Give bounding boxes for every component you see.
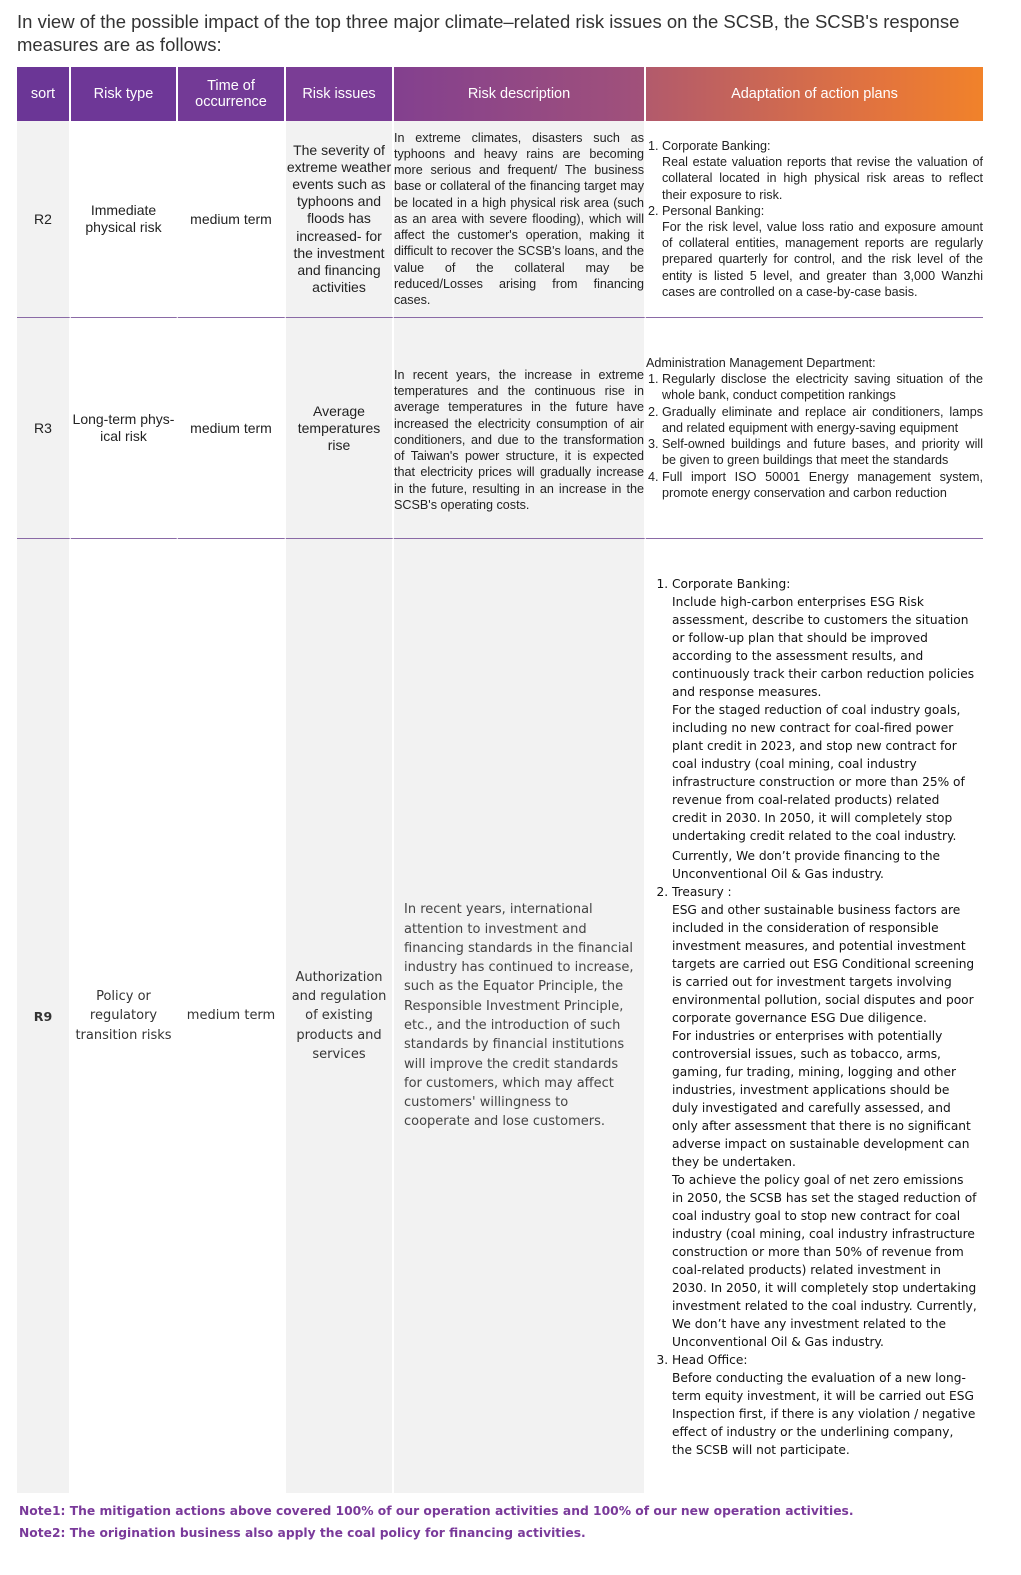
header-action-plans: Adaptation of action plans <box>646 67 983 121</box>
climate-risk-table <box>17 67 983 1493</box>
plan-heading: 3. Head Office: <box>672 1353 748 1367</box>
row-risk-description: In recent years, the increase in extreme temperatures and the continuous rise in average temperatures in the future have increased the electricity consumption of air conditioners, and due to the transformation of Taiwan's power structure, it is expected that electricity prices will gradually increase in the future, resulting in an increase in the SCSB's operating costs. <box>394 318 646 539</box>
row-risk-type: Immediate physical risk <box>71 121 178 318</box>
row-risk-issues: Average temperatures rise <box>286 318 394 539</box>
header-risk-description: Risk description <box>394 67 646 121</box>
footnotes <box>19 1500 999 1544</box>
list-item: 4. Full import ISO 50001 Energy management system, promote energy conservation and carbon reduction <box>662 469 983 501</box>
list-item <box>662 138 983 203</box>
plan-heading: 2. Personal Banking: <box>662 203 765 218</box>
list-item <box>672 1351 977 1459</box>
plan-list <box>646 371 983 501</box>
row-time: medium term <box>178 539 286 1493</box>
header-risk-issues: Risk issues <box>286 67 394 121</box>
row-time: medium term <box>178 318 286 539</box>
row-risk-issues: The severity of extreme weather events such as typhoons and floods has increased- for the investment and financing activities <box>286 121 394 318</box>
plan-list <box>646 138 983 300</box>
note-1: Note1: The mitigation actions above covered 100% of our operation activities and 100% of our new operation activities. <box>19 1504 854 1518</box>
plan-paragraph: To achieve the policy goal of net zero emissions in 2050, the SCSB has set the staged reduction of coal industry goal to stop new contract for coal industry (coal mining, coal industry infrastructure construction or more than 50% of revenue from coal-related products) related investment in 2030. In 2050, it will completely stop undertaking investment related to the coal industry. Currently, We don’t have any investment related to the Unconventional Oil & Gas industry. <box>672 1173 977 1349</box>
intro-text: In view of the possible impact of the top three major climate–related risk issues on the SCSB, the SCSB's response measures are as follows: <box>17 11 960 55</box>
list-item: 2. Gradually eliminate and replace air conditioners, lamps and related equipment with energy-saving equipment <box>662 404 983 436</box>
plan-paragraph: Before conducting the evaluation of a new long-term equity investment, it will be carried out ESG Inspection first, if there is any violation / negative effect of industry or the underlining company, the SCSB will not participate. <box>672 1371 976 1457</box>
plan-heading: 2. Treasury : <box>672 885 732 899</box>
row-risk-description: In extreme climates, disasters such as typhoons and heavy rains are becoming more serious and frequent/ The business base or collateral of the financing target may be located in a high physical risk area (such as an area with severe flooding), which will affect the customer's operation, making it difficult to recover the SCSB's loans, and the value of the collateral may be reduced/Losses arising from financing cases. <box>394 121 646 318</box>
plan-paragraph: For the staged reduction of coal industry goals, including no new contract for coal-fired power plant credit in 2023, and stop new contract for coal industry (coal mining, coal industry infrastructure construction or more than 25% of revenue from coal-related products) related credit in 2030. In 2050, it will completely stop undertaking credit related to the coal industry. <box>672 703 965 843</box>
plan-text: For the risk level, value loss ratio and exposure amount of collateral entities, management reports are regularly prepared quarterly for control, and the risk level of the entity is listed 5 level, and greater than 3,000 Wanzhi cases are controlled on a case-by-case basis. <box>662 220 983 299</box>
plan-text <box>672 1369 977 1459</box>
table-row-r3 <box>17 318 983 539</box>
row-sort: R9 <box>17 539 71 1493</box>
row-action-plans <box>646 318 983 539</box>
plan-text <box>672 593 977 883</box>
row-action-plans <box>646 539 983 1493</box>
plan-list <box>656 575 977 1459</box>
list-item <box>662 203 983 300</box>
plan-paragraph: Currently, We don’t provide financing to the Unconventional Oil & Gas industry. <box>672 849 941 881</box>
plan-text <box>672 901 977 1351</box>
list-item: 3. Self-owned buildings and future bases, and priority will be given to green buildings that meet the standards <box>662 436 983 468</box>
row-risk-issues: Authorization and regulation of existing products and services <box>286 539 394 1493</box>
row-risk-description: In recent years, international attention to investment and financing standards in the financial industry has continued to increase, such as the Equator Principle, the Responsible Investment Principle, etc., and the introduction of such standards by financial institutions will improve the credit standards for customers, which may affect customers' willingness to cooperate and lose customers. <box>394 539 646 1493</box>
table-row-r9 <box>17 539 983 1493</box>
row-risk-type: Policy or regulatory transition risks <box>71 539 178 1493</box>
plan-paragraph: Include high-carbon enterprises ESG Risk assessment, describe to customers the situation or follow-up plan that should be improved according to the assessment results, and continuously track their carbon reduction policies and response measures. <box>672 595 975 699</box>
plan-intro: Administration Management Department: <box>646 356 876 371</box>
row-risk-type: Long-term phys-ical risk <box>71 318 178 539</box>
list-item <box>672 883 977 1351</box>
plan-heading: 1. Corporate Banking: <box>662 138 771 153</box>
header-sort: sort <box>17 67 71 121</box>
row-sort: R2 <box>17 121 71 318</box>
row-sort: R3 <box>17 318 71 539</box>
row-time: medium term <box>178 121 286 318</box>
table-header-row <box>17 67 983 121</box>
list-item: 1. Regularly disclose the electricity saving situation of the whole bank, conduct competition rankings <box>662 371 983 403</box>
header-risk-type: Risk type <box>71 67 178 121</box>
plan-paragraph: ESG and other sustainable business factors are included in the consideration of responsible investment measures, and potential investment targets are carried out ESG Conditional screening is carried out for investment targets involving environmental pollution, social disputes and poor corporate governance ESG Due diligence. <box>672 903 975 1025</box>
table-row-r2 <box>17 121 983 318</box>
note-2: Note2: The origination business also apply the coal policy for financing activities. <box>19 1526 586 1540</box>
plan-text: Real estate valuation reports that revise the valuation of collateral located in high physical risk areas to reflect their exposure to risk. <box>662 155 983 202</box>
list-item <box>672 575 977 883</box>
header-time-of-occurrence: Time of occurrence <box>178 67 286 121</box>
plan-heading: 1. Corporate Banking: <box>672 577 791 591</box>
row-action-plans <box>646 121 983 318</box>
plan-paragraph: For industries or enterprises with potentially controversial issues, such as tobacco, arms, gaming, fur trading, mining, logging and other industries, investment applications should be duly investigated and carefully assessed, and only after assessment that there is no significant adverse impact on sustainable development can they be undertaken. <box>672 1029 971 1169</box>
